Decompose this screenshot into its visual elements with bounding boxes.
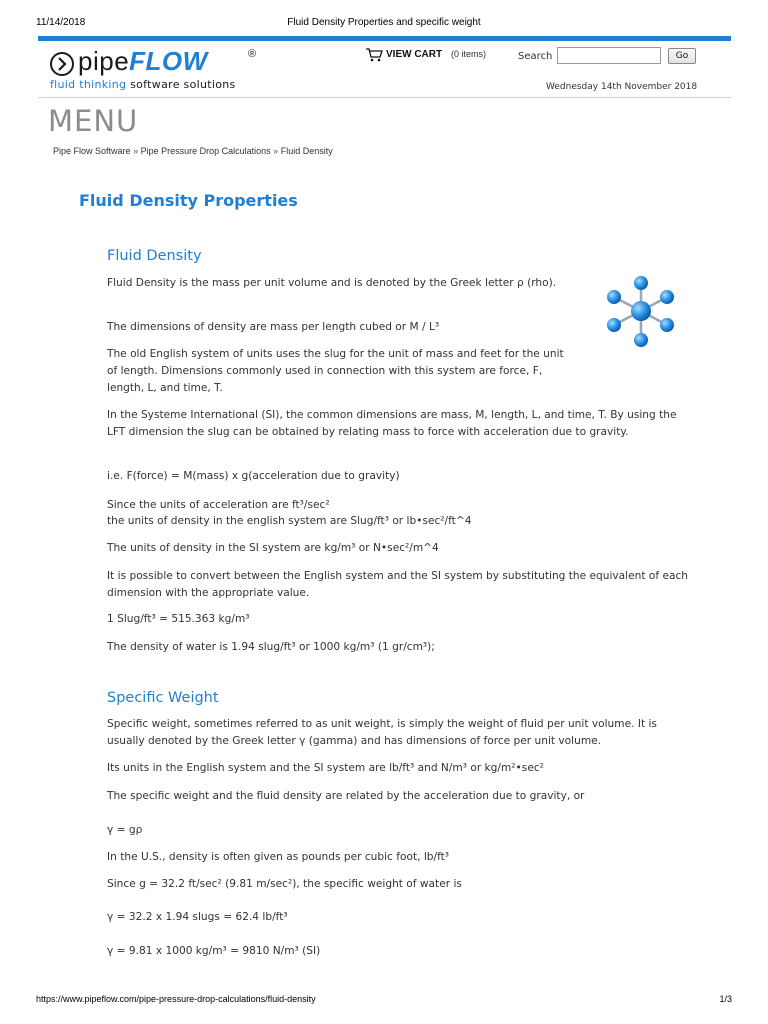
- header-divider: [38, 97, 731, 98]
- paragraph: Since g = 32.2 ft/sec² (9.81 m/sec²), the specific weight of water is: [107, 878, 462, 890]
- paragraph: the units of density in the english system are Slug/ft³ or lb•sec²/ft^4: [107, 515, 472, 527]
- paragraph: The units of density in the SI system are kg/m³ or N•sec²/m^4: [107, 542, 439, 554]
- paragraph: The specific weight and the fluid density are related by the acceleration due to gravity, or: [107, 790, 585, 802]
- molecule-icon: [602, 275, 680, 357]
- search-label: Search: [518, 51, 553, 62]
- paragraph: The density of water is 1.94 slug/ft³ or 1000 kg/m³ (1 gr/cm³);: [107, 641, 435, 653]
- paragraph: γ = 9.81 x 1000 kg/m³ = 9810 N/m³ (SI): [107, 945, 321, 957]
- chevron-circle-icon: [50, 52, 74, 76]
- paragraph: In the U.S., density is often given as pounds per cubic foot, lb/ft³: [107, 851, 450, 863]
- fluid-density-heading: Fluid Density: [107, 248, 202, 264]
- print-footer: [36, 994, 732, 1008]
- tagline-part-2: software solutions: [130, 78, 236, 91]
- paragraph: 1 Slug/ft³ = 515.363 kg/m³: [107, 613, 250, 625]
- logo-flow: FLOW: [129, 46, 208, 76]
- tagline-part-1: fluid thinking: [50, 78, 131, 91]
- menu-toggle[interactable]: MENU: [48, 104, 139, 138]
- print-header: [36, 17, 732, 31]
- shopping-cart-icon: [365, 48, 383, 62]
- breadcrumb-separator: »: [273, 146, 279, 156]
- breadcrumb: [53, 146, 333, 156]
- paragraph: γ = 32.2 x 1.94 slugs = 62.4 lb/ft³: [107, 911, 288, 923]
- print-page-number: 1/3: [719, 994, 732, 1004]
- top-accent-bar: [38, 36, 731, 41]
- paragraph: Fluid Density is the mass per unit volume and is denoted by the Greek letter ρ (rho).: [107, 277, 557, 289]
- paragraph: Its units in the English system and the SI system are lb/ft³ and N/m³ or kg/m²•sec²: [107, 762, 544, 774]
- breadcrumb-link-pipe-flow-software[interactable]: Pipe Flow Software: [53, 146, 131, 156]
- header-date: Wednesday 14th November 2018: [546, 82, 698, 92]
- paragraph: It is possible to convert between the English system and the SI system by substituting the equivalent of each dimension with the appropriate value.: [107, 570, 688, 599]
- paragraph: The dimensions of density are mass per length cubed or M / L³: [107, 321, 440, 333]
- breadcrumb-separator: »: [133, 146, 139, 156]
- registered-mark: ®: [248, 48, 257, 60]
- logo-pipe: pipe: [78, 46, 130, 76]
- paragraph: Specific weight, sometimes referred to as unit weight, is simply the weight of fluid per unit volume. It is usually denoted by the Greek letter γ (gamma) and has dimensions of force per unit volume.: [107, 718, 657, 747]
- pipeflow-logo[interactable]: [50, 46, 270, 98]
- paragraph: In the Systeme International (SI), the common dimensions are mass, M, length, L, and time, T. By using the LFT dimension the slug can be obtained by relating mass to force with acceleration due to gravity.: [107, 409, 677, 438]
- print-url: https://www.pipeflow.com/pipe-pressure-drop-calculations/fluid-density: [36, 994, 316, 1004]
- breadcrumb-current: Fluid Density: [280, 146, 333, 156]
- search-input[interactable]: [557, 47, 661, 64]
- paragraph: The old English system of units uses the slug for the unit of mass and feet for the unit of length. Dimensions commonly used in connection with this system are force, F, length, L, and time, T.: [107, 348, 564, 394]
- paragraph: γ = gρ: [107, 824, 143, 836]
- print-date: 11/14/2018: [36, 17, 86, 28]
- print-title: Fluid Density Properties and specific weight: [287, 17, 481, 28]
- specific-weight-heading: Specific Weight: [107, 690, 219, 706]
- logo-wordmark: [78, 46, 208, 77]
- view-cart-label: VIEW CART: [386, 49, 443, 60]
- breadcrumb-link-pressure-drop[interactable]: Pipe Pressure Drop Calculations: [140, 146, 271, 156]
- page-title: Fluid Density Properties: [79, 191, 298, 210]
- paragraph: i.e. F(force) = M(mass) x g(acceleration due to gravity): [107, 470, 400, 482]
- search-go-button[interactable]: Go: [668, 48, 696, 64]
- paragraph: Since the units of acceleration are ft³/sec²: [107, 499, 330, 511]
- logo-tagline: [50, 78, 236, 91]
- cart-item-count: (0 items): [451, 49, 487, 59]
